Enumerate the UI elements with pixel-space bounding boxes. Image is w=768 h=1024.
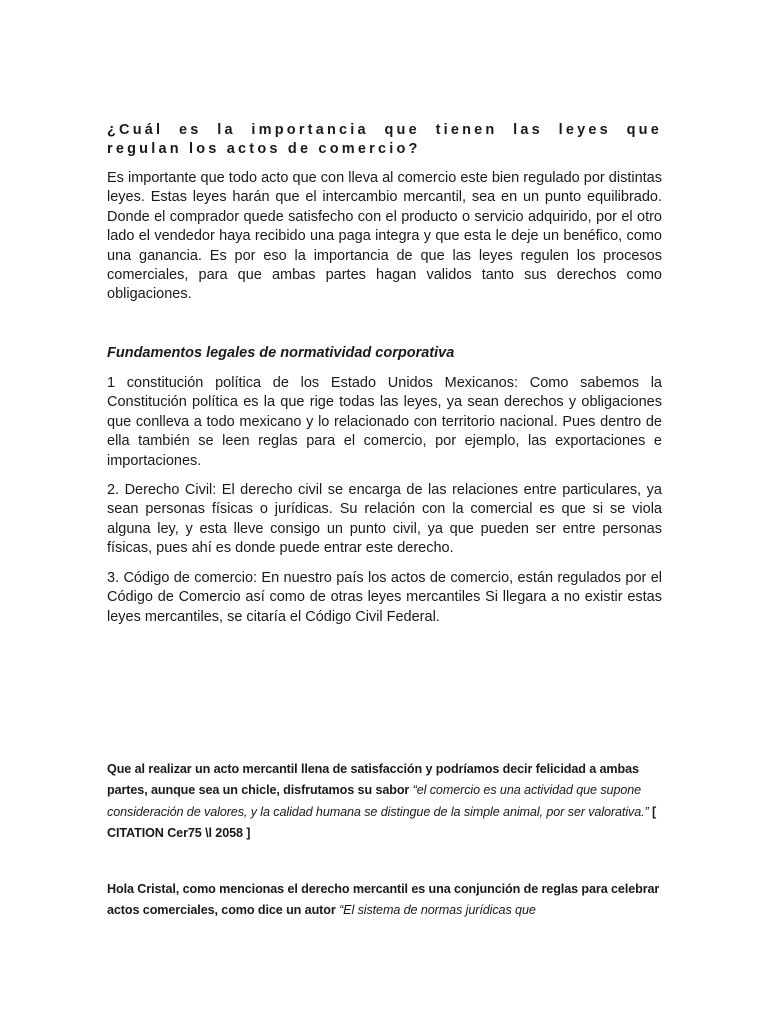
comment-1-quote: “el comercio es una actividad que supone consideración de valores, y la calidad humana se distingue de la simple animal, por ser valorativa.”	[107, 783, 649, 819]
comment-1-citation: [ CITATION Cer75 \l 2058 ]	[107, 804, 657, 841]
intro-paragraph: Es importante que todo acto que con lleva al comercio este bien regulado por distintas leyes. Estas leyes harán que el intercambio mercantil, sea en un punto equilibrado. Donde el comprador quede satisfecho con el producto o servicio adquirido, por el otro lado el vendedor haya recibido una paga integra y que esta le deje un benéfico, como una ganancia. Es por eso la importancia de que las leyes regulen los procesos comerciales, para que ambas partes hagan validos tanto sus derechos como obligaciones.	[107, 170, 662, 303]
comment-paragraph-2	[107, 879, 662, 922]
comment-2-lead: Hola Cristal, como mencionas el derecho mercantil es una conjunción de reglas para celebrar actos comerciales, como dice un autor	[107, 882, 660, 918]
section-subheading: Fundamentos legales de normatividad corporativa	[107, 345, 455, 361]
fundamento-codigo-comercio: 3. Código de comercio: En nuestro país los actos de comercio, están regulados por el Código de Comercio así como de otras leyes mercantiles Si llegara a no existir estas leyes mercantiles, se citaría el Código Civil Federal.	[107, 570, 662, 625]
comment-2-quote: “El sistema de normas jurídicas que	[339, 903, 536, 918]
fundamento-derecho-civil: 2. Derecho Civil: El derecho civil se encarga de las relaciones entre particulares, ya sean personas físicas o jurídicas. Su relación con la comercial es que si se viola alguna ley, y esta lleve consigo un punto civil, ya que pueden ser entre personas físicas, pues ahí es donde puede entrar este derecho.	[107, 482, 662, 557]
comment-paragraph-1	[107, 759, 662, 845]
question-heading: ¿Cuál es la importancia que tienen las leyes que regulan los actos de comercio?	[107, 122, 662, 157]
comment-1-lead: Que al realizar un acto mercantil llena de satisfacción y podríamos decir felicidad a ambas partes, aunque sea un chicle, disfrutamos su sabor	[107, 762, 639, 798]
fundamento-constitucion: 1 constitución política de los Estado Unidos Mexicanos: Como sabemos la Constitución política es la que rige todas las leyes, ya sean derechos y obligaciones que conlleva a todo mexicano y lo relacionado con territorio nacional. Pues dentro de ella también se leen reglas para el comercio, por ejemplo, las exportaciones e importaciones.	[107, 375, 662, 469]
